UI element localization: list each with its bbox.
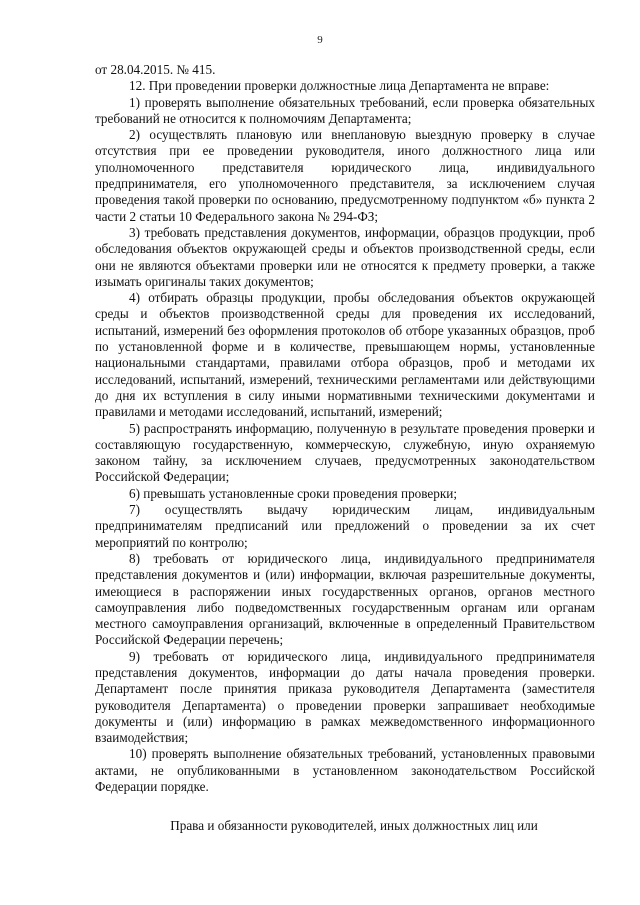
paragraph-subitem-1: 1) проверять выполнение обязательных требований, если проверка обязательных требований не относится к полномочиям Департамента; (95, 94, 595, 126)
section-heading: Права и обязанности руководителей, иных должностных лиц или (170, 818, 538, 833)
paragraph-subitem-9: 9) требовать от юридического лица, индивидуального предпринимателя представления документов, информации до даты начала проведения проверки. Департамент после принятия приказа руководителя Департамента (заместителя руководителя Департамента) о проведении проверки запрашивает необходимые документы и (или) информацию в рамках межведомственного информационного взаимодействия; (95, 648, 595, 746)
document-body (95, 62, 595, 795)
paragraph-subitem-8: 8) требовать от юридического лица, индивидуального предпринимателя представления документов и (или) информации, включая разрешительные документы, имеющиеся в распоряжении иных государственных органов, органов местного самоуправления либо подведомственных государственным органам или органам местного самоуправления организаций, включенные в определенный Правительством Российской Федерации перечень; (95, 550, 595, 648)
paragraph-subitem-3: 3) требовать представления документов, информации, образцов продукции, проб обследования объектов окружающей среды и объектов производственной среды, если они не являются объектами проверки или не относятся к предмету проверки, а также изымать оригиналы таких документов; (95, 224, 595, 289)
paragraph-subitem-4: 4) отбирать образцы продукции, пробы обследования объектов окружающей среды и объектов производственной среды для проведения их исследований, испытаний, измерений без оформления протоколов об отборе указанных образцов, проб по установленной форме и в количестве, превышающем нормы, установленные национальными стандартами, правилами отбора образцов, проб и методами их исследований, испытаний, измерений, техническими регламентами или действующими до дня их вступления в силу иными нормативными техническими документами и правилами и методами исследований, испытаний, измерений; (95, 290, 595, 420)
paragraph-item-12: 12. При проведении проверки должностные лица Департамента не вправе: (129, 78, 550, 94)
paragraph-subitem-10: 10) проверять выполнение обязательных требований, установленных правовыми актами, не опубликованными в установленном законодательством Российской Федерации порядке. (95, 746, 595, 795)
paragraph-subitem-7: 7) осуществлять выдачу юридическим лицам, индивидуальным предпринимателям предписаний или предложений о проведении за их счет мероприятий по контролю; (95, 502, 595, 550)
paragraph-decree-reference: от 28.04.2015. № 415. (95, 62, 216, 77)
paragraph-subitem-6: 6) превышать установленные сроки проведения проверки; (129, 485, 457, 501)
page-number: 9 (317, 34, 323, 46)
paragraph-subitem-5: 5) распространять информацию, полученную в результате проведения проверки и составляющую государственную, коммерческую, служебную, иную охраняемую законом тайну, за исключением случаев, предусмотренных законодательством Российской Федерации; (95, 420, 595, 485)
paragraph-subitem-2: 2) осуществлять плановую или внеплановую выездную проверку в случае отсутствия при ее проведении руководителя, иного должностного лица или уполномоченного представителя юридического лица, индивидуального предпринимателя, его уполномоченного представителя, за исключением случая проведения такой проверки по основанию, предусмотренному подпунктом «б» пункта 2 части 2 статьи 10 Федерального закона № 294-ФЗ; (95, 127, 595, 224)
